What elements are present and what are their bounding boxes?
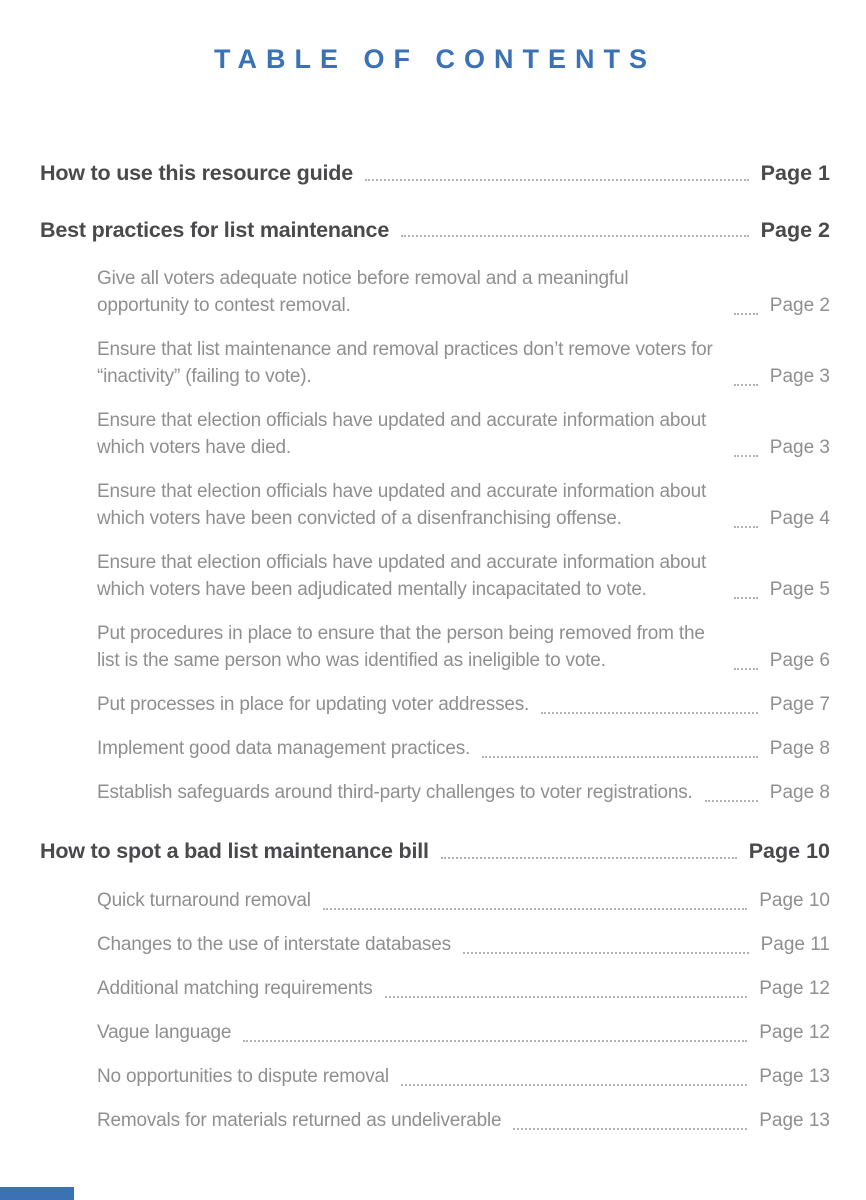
toc-item-label: Implement good data management practices. <box>97 738 471 760</box>
toc-item-page: Page 10 <box>759 889 830 911</box>
toc-item-label: Ensure that list maintenance and removal practices don’t remove voters for “inactivity” (failing to vote). <box>97 339 713 388</box>
toc-item-label: Ensure that election officials have updated and accurate information about which voters have died. <box>97 410 707 459</box>
toc-item-row[interactable] <box>97 479 830 533</box>
dotted-leader <box>441 857 737 859</box>
dotted-leader <box>482 756 758 758</box>
toc-section-items <box>40 888 830 1135</box>
toc-item-page: Page 6 <box>769 650 830 672</box>
toc-item-row[interactable] <box>97 692 830 719</box>
toc-item-page: Page 12 <box>759 1021 830 1043</box>
dotted-leader <box>734 668 758 670</box>
dotted-leader <box>401 235 749 237</box>
toc-item-page: Page 7 <box>769 694 830 716</box>
toc-item-label: Put processes in place for updating voter addresses. <box>97 694 530 716</box>
dotted-leader <box>734 384 758 386</box>
toc-item-row[interactable] <box>97 408 830 462</box>
toc-list <box>40 161 830 1135</box>
toc-item-label: Vague language <box>97 1021 232 1043</box>
toc-section-page: Page 10 <box>748 839 830 864</box>
toc-item-page: Page 12 <box>759 977 830 999</box>
toc-section-label: How to use this resource guide <box>40 161 353 186</box>
toc-section <box>40 218 830 807</box>
dotted-leader <box>401 1084 747 1086</box>
toc-item-page: Page 8 <box>769 782 830 804</box>
toc-item-row[interactable] <box>97 266 830 320</box>
toc-section-label: Best practices for list maintenance <box>40 217 390 242</box>
toc-item-label: Establish safeguards around third-party challenges to voter registrations. <box>97 782 693 804</box>
toc-item-page: Page 3 <box>769 437 830 459</box>
toc-item-label: Removals for materials returned as undeliverable <box>97 1109 502 1131</box>
toc-item-row[interactable] <box>97 932 830 959</box>
dotted-leader <box>705 800 758 802</box>
toc-item-row[interactable] <box>97 1020 830 1047</box>
dotted-leader <box>734 313 758 315</box>
toc-item-page: Page 2 <box>769 295 830 317</box>
toc-item-label: Give all voters adequate notice before removal and a meaningful opportunity to contest removal. <box>97 268 629 317</box>
toc-item-page: Page 11 <box>760 933 830 955</box>
toc-section-page: Page 2 <box>760 217 830 242</box>
toc-item-row[interactable] <box>97 1108 830 1135</box>
toc-item-label: No opportunities to dispute removal <box>97 1065 389 1087</box>
toc-item-label: Quick turnaround removal <box>97 889 311 911</box>
toc-section <box>40 839 830 1135</box>
toc-item-page: Page 4 <box>769 508 830 530</box>
toc-item-label: Changes to the use of interstate databases <box>97 933 451 955</box>
toc-item-row[interactable] <box>97 976 830 1003</box>
dotted-leader <box>323 908 747 910</box>
toc-section-page: Page 1 <box>760 161 830 186</box>
toc-section-label: How to spot a bad list maintenance bill <box>40 839 429 864</box>
toc-item-row[interactable] <box>97 780 830 807</box>
toc-item-page: Page 8 <box>769 738 830 760</box>
toc-section-row[interactable] <box>40 161 830 186</box>
page-title: TABLE OF CONTENTS <box>214 44 656 74</box>
dotted-leader <box>463 952 749 954</box>
toc-item-row[interactable] <box>97 888 830 915</box>
toc-item-page: Page 3 <box>769 366 830 388</box>
toc-item-row[interactable] <box>97 337 830 391</box>
toc-item-label: Put procedures in place to ensure that the person being removed from the list is the same person who was identified as ineligible to vote. <box>97 623 705 672</box>
toc-item-row[interactable] <box>97 736 830 763</box>
toc-item-label: Ensure that election officials have updated and accurate information about which voters have been convicted of a disenfranchising offense. <box>97 481 707 530</box>
toc-item-page: Page 13 <box>759 1065 830 1087</box>
toc-section-row[interactable] <box>40 218 830 243</box>
toc-item-page: Page 5 <box>769 579 830 601</box>
toc-item-label: Ensure that election officials have updated and accurate information about which voters have been adjudicated mentally incapacitated to vote. <box>97 552 707 601</box>
dotted-leader <box>365 179 749 181</box>
toc-item-page: Page 13 <box>759 1109 830 1131</box>
dotted-leader <box>734 597 758 599</box>
dotted-leader <box>243 1040 747 1042</box>
dotted-leader <box>734 455 758 457</box>
dotted-leader <box>541 712 758 714</box>
toc-section-items <box>40 266 830 807</box>
toc-item-row[interactable] <box>97 621 830 675</box>
dotted-leader <box>513 1128 747 1130</box>
dotted-leader <box>385 996 748 998</box>
footer-accent-bar <box>0 1187 74 1200</box>
toc-item-label: Additional matching requirements <box>97 977 373 999</box>
toc-item-row[interactable] <box>97 550 830 604</box>
dotted-leader <box>734 526 758 528</box>
toc-section-row[interactable] <box>40 839 830 864</box>
toc-section <box>40 161 830 186</box>
toc-item-row[interactable] <box>97 1064 830 1091</box>
